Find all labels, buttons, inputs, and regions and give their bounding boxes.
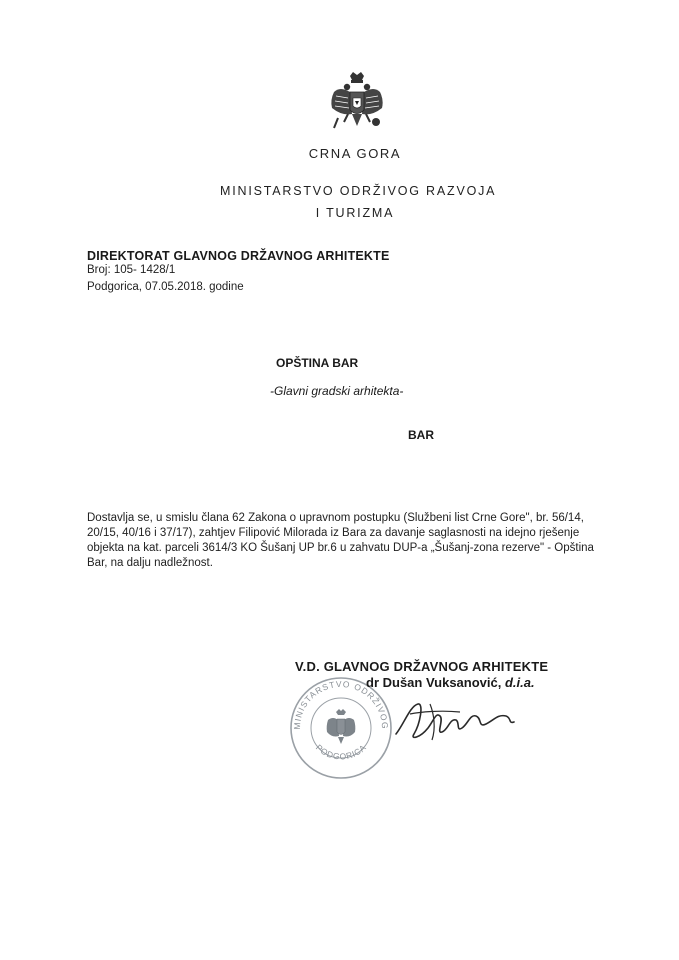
seal-bottom-text: PODGORICA <box>313 742 369 762</box>
coat-of-arms-icon <box>326 70 388 136</box>
signatory-title: V.D. GLAVNOG DRŽAVNOG ARHITEKTE <box>295 659 549 674</box>
recipient-office: -Glavni gradski arhitekta- <box>270 384 404 398</box>
country-name: CRNA GORA <box>308 146 402 161</box>
svg-text:PODGORICA <box>314 742 368 761</box>
ministry-name-line-2: I TURIZMA <box>315 206 395 220</box>
signatory-name <box>366 675 535 690</box>
directorate-name: DIREKTORAT GLAVNOG DRŽAVNOG ARHITEKTE <box>87 249 390 263</box>
body-line: objekta na kat. parceli 3614/3 KO Šušanj UP br.6 u zahvatu DUP-a „Šušanj-zona rezerve" - Opština <box>87 542 594 554</box>
reference-number: Broj: 105- 1428/1 <box>87 264 176 276</box>
body-line: Dostavlja se, u smislu člana 62 Zakona o upravnom postupku (Službeni list Crne Gore", br. 56/14, <box>87 512 584 524</box>
ministry-name-line-1: MINISTARSTVO ODRŽIVOG RAZVOJA <box>220 184 497 198</box>
letter-body <box>87 511 594 571</box>
place-date: Podgorica, 07.05.2018. godine <box>87 281 244 293</box>
seal-top-text: MINISTARSTVO ODRŽIVOG <box>291 678 391 730</box>
signatory-full-name: dr Dušan Vuksanović, <box>366 675 502 690</box>
recipient-name: OPŠTINA BAR <box>276 356 359 370</box>
ministry-name <box>220 180 497 224</box>
body-line: 20/15, 40/16 i 37/17), zahtjev Filipović Milorada iz Bara za davanje saglasnosti na idejno rješenje <box>87 527 580 539</box>
handwritten-signature-icon <box>390 694 520 746</box>
recipient-city: BAR <box>408 428 434 442</box>
body-line: Bar, na dalju nadležnost. <box>87 557 213 569</box>
signatory-degree: d.i.a. <box>504 675 535 690</box>
